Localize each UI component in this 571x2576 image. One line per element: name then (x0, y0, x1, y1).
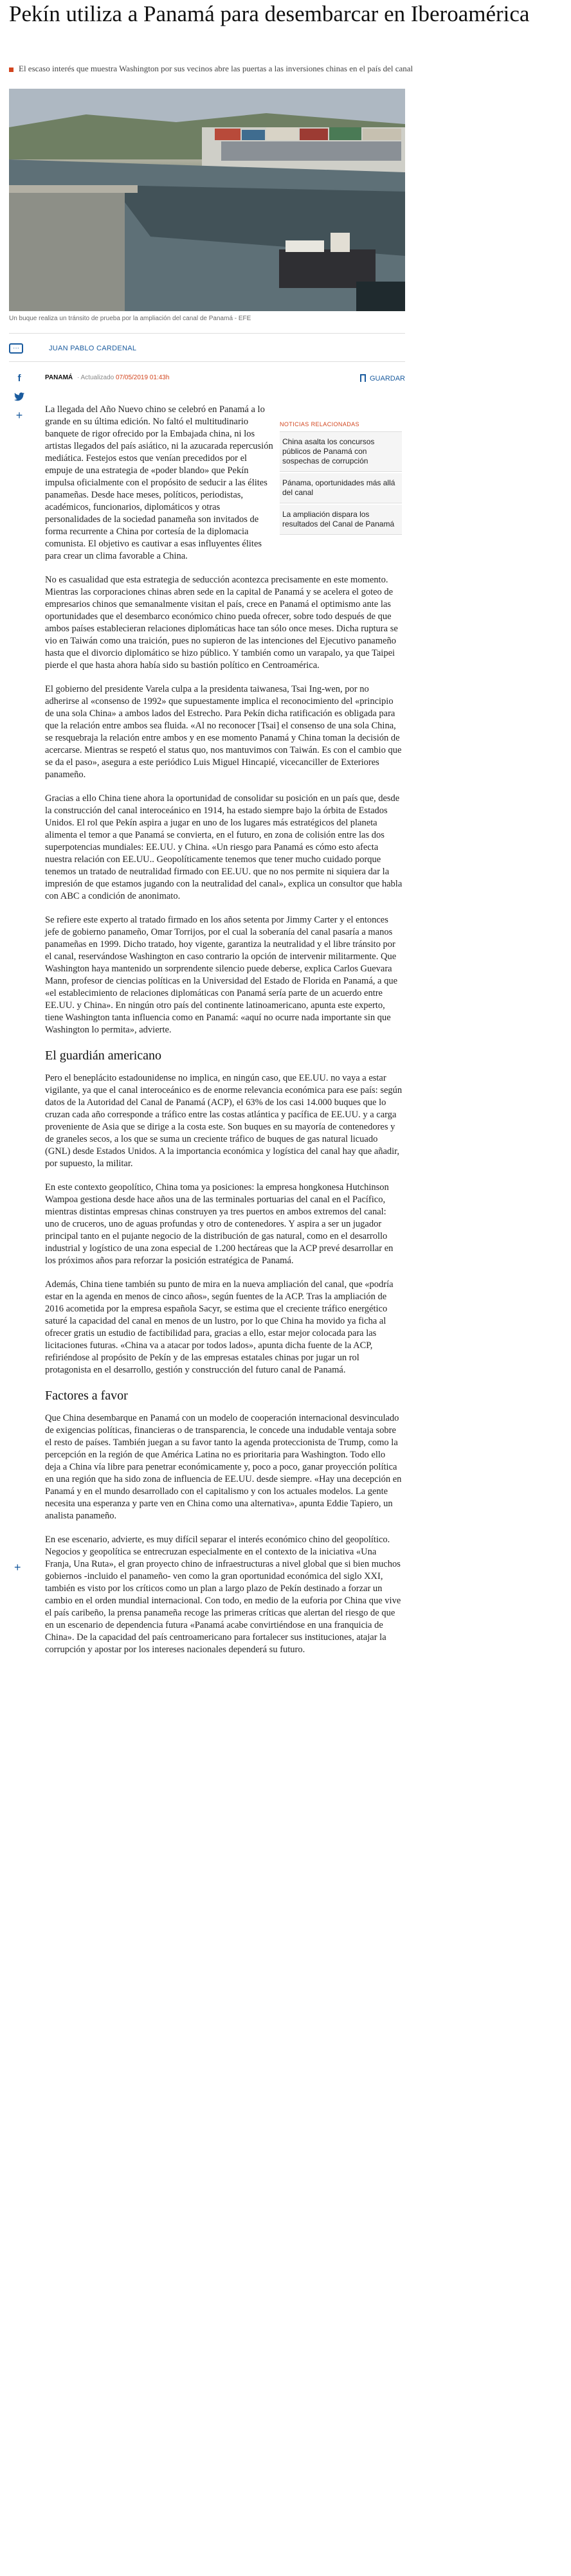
article-headline: Pekín utiliza a Panamá para desembarcar en Iberoamérica (9, 1, 530, 26)
divider (9, 361, 405, 362)
article-subtitle (9, 63, 568, 75)
related-news-item[interactable]: Pánama, oportunidades más allá del canal (280, 473, 402, 503)
updated-label: · Actualizado (77, 374, 114, 381)
save-label: GUARDAR (369, 375, 405, 383)
comment-icon[interactable]: ··· (9, 343, 23, 354)
section-heading: Factores a favor (45, 1389, 128, 1403)
paragraph: El gobierno del presidente Varela culpa a la presidenta taiwanesa, Tsai Ing-wen, por no adherirse al «consenso de 1992» que supuestamente implica el reconocimiento del «principio de una sola China» a ambos lados del Estrecho. Para Pekín dicha ratificación es obligada para que la relación entre ambos sea fluida. «Al no reconocer [Tsai] el consenso de una sola China, se resquebraja la relación entre ambos y en ese momento Panamá y China toman la decisión de acercarse. Mientras se respetó el status quo, nos mantuvimos con Taiwán. Es con el cambio que se da el paso», asegura a este periódico Luis Miguel Hincapié, vicecanciller de Exteriores panameño. (45, 684, 402, 780)
paragraph: Se refiere este experto al tratado firmado en los años setenta por Jimmy Carter y el entonces jefe de gobierno panameño, Omar Torrijos, por el cual la soberanía del canal pasaría a manos panameñas en 1999. Dicho tratado, hoy vigente, garantiza la neutralidad y el libre tránsito por el canal, reservándose Washington en caso contrario la opción de intervenir militarmente. Que Washington haya mantenido un sorprendente silencio puede deberse, explica Carlos Guevara Mann, profesor de ciencias políticas en la Universidad del Estado de Florida en Panamá, a que «el establecimiento de relaciones diplomáticas con Panamá sería parte de un acuerdo entre EE.UU. y China». En ningún otro país del continente latinoamericano, apunta este experto, tiene Washington tanta influencia como en Panamá: «aquí no ocurre nada importante sin que Washington lo permita», advierte. (45, 915, 398, 1035)
plus-icon[interactable]: + (15, 409, 23, 422)
square-bullet-icon (9, 68, 14, 72)
canal-photo (9, 89, 405, 311)
subtitle-text: El escaso interés que muestra Washington por sus vecinos abre las puertas a las inversiones chinas en el país del canal (19, 64, 413, 73)
paragraph: No es casualidad que esta estrategia de seducción acontezca precisamente en este momento. Mientras las corporaciones chinas abren sede en la capital de Panamá y se acelera el goteo de empresarios chinos que semanalmente visitan el país, crece en Panamá el optimismo ante las oportunidades que el desembarco económico chino pueda ofrecer, sobre todo después de que ambos países establecieran relaciones diplomáticas hace tan sólo once meses. Dicha ruptura se vio en Taiwán como una traición, pues no supieron de las intenciones del Ejecutivo panameño hasta que el divorcio diplomático se hizo público. Y también como un varapalo, ya que Taipei pierde el que hasta ahora había sido su bastión político en Centroamérica. (45, 575, 398, 671)
divider (9, 333, 405, 334)
image-caption: Un buque realiza un tránsito de prueba por la ampliación del canal de Panamá - EFE (9, 315, 251, 322)
related-news-item[interactable]: China asalta los concursos públicos de Panamá con sospechas de corrupción (280, 432, 402, 472)
section-label[interactable]: PANAMÁ (45, 374, 73, 381)
hero-image (9, 89, 405, 311)
paragraph: Además, China tiene también su punto de mira en la nueva ampliación del canal, que «podría estar en la agenda en menos de cinco años», según fuentes de la ACP. Tras la ampliación de 2016 acometida por la empresa española Sacyr, se estima que el creciente tráfico energético saturé la capacidad del canal en menos de un lustro, por lo que China ha movido ya ficha al ofrecer gratis un estudio de factibilidad para, gracias a ello, estar mejor colocada para las licitaciones futuras. «China va a atacar por todos lados», apunta dicha fuente de la ACP, refiriéndose al propósito de Pekín y de las empresas estatales chinas por jugar un rol protagonista en el desarrollo, gestión y construcción del futuro canal de Panamá. (45, 1279, 394, 1375)
paragraph: Pero el beneplácito estadounidense no implica, en ningún caso, que EE.UU. no vaya a estar vigilante, ya que el canal interoceánico es de enorme relevancia económica para ese país: según datos de la Autoridad del Canal de Panamá (ACP), el 63% de los casi 14.000 buques que lo cruzan cada año corresponde a tráfico entre las costas atlántica y pacífica de EE.UU. y a carga proveniente de Asia que se dirige a la costa este. Son buques en su mayoría de contenedores y de graneles secos, a los que se suma un creciente tráfico de buques de gas natural licuado (GNL) desde Estados Unidos. A la importancia económica y logística del canal hay que añadir, por supuesto, la militar. (45, 1073, 403, 1169)
twitter-icon[interactable] (13, 392, 26, 405)
related-news-item[interactable]: La ampliación dispara los resultados del Canal de Panamá (280, 505, 402, 535)
related-news-title: NOTICIAS RELACIONADAS (280, 421, 402, 432)
paragraph: La llegada del Año Nuevo chino se celebró en Panamá a lo grande en su última edición. No faltó el multitudinario banquete de rigor ofrecido por la Embajada china, ni los artistas llegados del país asiático, ni la azucarada repercusión mediática. Festejos estos que venían precedidos por el empuje de una estrategia de «poder blando» que Pekín impulsa oficialmente con el propósito de seducir a las élites panameñas. Desde hace meses, políticos, periodistas, académicos, funcionarios, diplomáticos y otras personalidades de la sociedad panameña son invitados de forma recurrente a China por cortesía de la diplomacia comunista. El objetivo es cautivar a esas influyentes élites para crear un clima favorable a China. (45, 404, 273, 561)
facebook-icon[interactable]: f (17, 373, 21, 384)
article-meta (45, 374, 405, 387)
paragraph: En este contexto geopolítico, China toma ya posiciones: la empresa hongkonesa Hutchinson Wampoa gestiona desde hace años una de las terminales portuarias del canal en el Pacífico, mientras distintas empresas chinas construyen ya tres puertos en ambos extremos del canal: uno de cruceros, uno de aguas profundas y otro de contenedores. Y aspira a ser un jugador principal tanto en el pujante negocio de la distribución de gas natural, como en el desarrollo industrial y logístico de una zona especial de 1.200 hectáreas que la ACP prevé desarrollar en los próximos años para reforzar la posición estratégica de Panamá. (45, 1182, 394, 1266)
article-body (45, 404, 403, 1668)
article-date: 07/05/2019 01:43h (115, 374, 170, 381)
save-button[interactable] (360, 374, 405, 383)
paragraph: Que China desembarque en Panamá con un modelo de cooperación internacional desvinculado de exigencias políticas, financieras o de transparencia, le concede una indudable ventaja sobre el resto de países. También juegan a su favor tanto la agenda proteccionista de Trump, como la percepción en la región de que América Latina no es prioritaria para Washington. Todo ello deja a China vía libre para penetrar económicamente y, poco a poco, ganar proyección política en una región que ha sido zona de influencia de EE.UU. desde siempre. «Hay una decepción en Panamá y en el mundo desarrollado con el capitalismo y con los actuales modelos. La gente necesita una esperanza y parte ven en China como una alternativa», apunta Eddie Tapiero, un analista panameño. (45, 1413, 402, 1521)
plus-icon[interactable]: + (14, 1561, 21, 1574)
author-link[interactable]: JUAN PABLO CARDENAL (49, 345, 137, 352)
paragraph: En ese escenario, advierte, es muy difícil separar el interés económico chino del geopolítico. Negocios y geopolítica se entrecruzan especialmente en el contexto de la iniciativa «Una Franja, Una Ruta», el gran proyecto chino de infraestructuras a nivel global que si bien muchos gobiernos -incluido el panameño- ven como la gran oportunidad económica del siglo XXI, también es visto por los críticos como un plan a largo plazo de Pekín destinado a forzar un cambio en el orden mundial internacional. Con todo, en medio de la euforia por China que vive el país caribeño, la prensa panameña recoge las primeras críticas que alertan del riesgo de que en un escenario de dependencia futura «Panamá acabe convirtiéndose en una franquicia de China». De la capacidad del país centroamericano para fortalecer sus instituciones, atajar la corrupción y apostar por los intereses nacionales dependerá su futuro. (45, 1535, 401, 1655)
author-row (9, 341, 405, 360)
bookmark-icon (360, 374, 366, 382)
section-heading: El guardián americano (45, 1049, 162, 1063)
paragraph: Gracias a ello China tiene ahora la oportunidad de consolidar su posición en un país que, desde la construcción del canal interoceánico en 1914, ha estado siempre bajo la órbita de Estados Unidos. El rol que Pekín aspira a jugar en uno de los lugares más estratégicos del planeta alimenta el temor a que Panamá se convierta, en el futuro, en zona de colisión entre las dos superpotencias mundiales: EE.UU. y China. «Un riesgo para Panamá es cómo esto afecta nuestra relación con EE.UU.. Geopolíticamente tenemos que tener mucho cuidado porque tenemos un tratado de neutralidad firmado con EE.UU. que no nos permite ni siquiera dar la impresión de que estamos jugando con la neutralidad del canal», explica un consultor que habla con ABC a condición de anonimato. (45, 793, 403, 901)
